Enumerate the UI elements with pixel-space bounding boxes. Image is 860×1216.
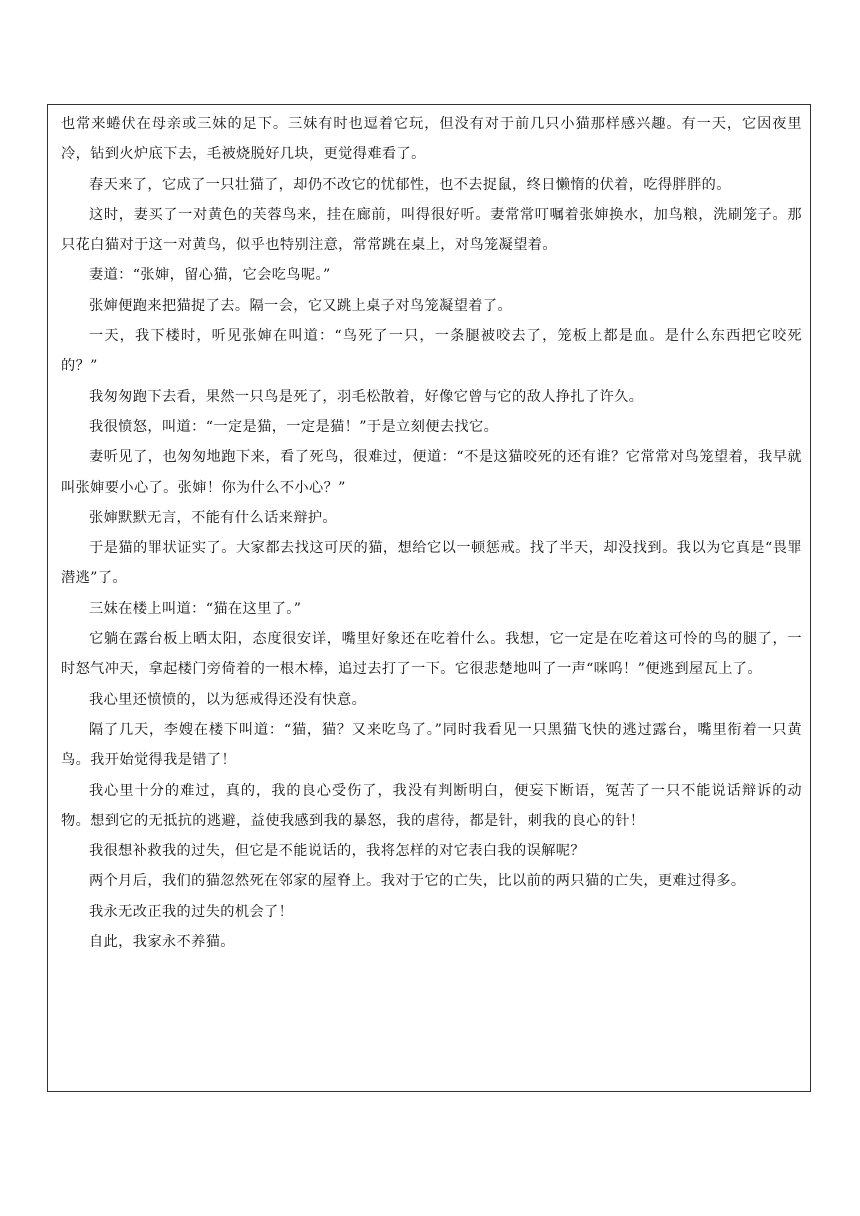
paragraph-6: 一天，我下楼时，听见张婶在叫道：“鸟死了一只，一条腿被咬去了，笼板上都是血。是什么东西把它咬死的？”: [61, 328, 802, 375]
paragraph-2: 春天来了，它成了一只壮猫了，却仍不改它的忧郁性，也不去捉鼠，终日懒惰的伏着，吃得胖胖的。: [89, 176, 731, 193]
paragraph-16: 我心里十分的难过，真的，我的良心受伤了，我没有判断明白，便妄下断语，冤苦了一只不能说话辩诉的动物。想到它的无抵抗的逃避，益使我感到我的暴怒，我的虐待，都是针，刺我的良心的针！: [61, 782, 802, 829]
paragraph-11: 于是猫的罪状证实了。大家都去找这可厌的猫，想给它以一顿惩戒。找了半天，却没找到。我以为它真是“畏罪潜逃”了。: [61, 540, 802, 587]
paragraph-13: 它躺在露台板上晒太阳，态度很安详，嘴里好象还在吃着什么。我想，它一定是在吃着这可怜的鸟的腿了，一时怒气冲天，拿起楼门旁倚着的一根木棒，追过去打了一下。它很悲楚地叫了一声“咪呜！”便逃到屋瓦上了。: [61, 631, 802, 678]
paragraph-4: 妻道：“张婶，留心猫，它会吃鸟呢。”: [89, 267, 331, 284]
paragraph-19: 我永无改正我的过失的机会了！: [89, 903, 294, 920]
paragraph-9: 妻听见了，也匆匆地跑下来，看了死鸟，很难过，便道：“不是这猫咬死的还有谁？它常常对鸟笼望着，我早就叫张婶要小心了。张婶！你为什么不小心？”: [61, 449, 802, 496]
paragraph-8: 我很愤怒，叫道：“一定是猫，一定是猫！”于是立刻便去找它。: [89, 418, 499, 435]
paragraph-5: 张婶便跑来把猫捉了去。隔一会，它又跳上桌子对鸟笼凝望着了。: [89, 297, 513, 314]
paragraph-20: 自此，我家永不养猫。: [89, 934, 235, 951]
paragraph-18: 两个月后，我们的猫忽然死在邻家的屋脊上。我对于它的亡失，比以前的两只猫的亡失，更难过得多。: [89, 873, 746, 890]
paragraph-15: 隔了几天，李嫂在楼下叫道：“猫，猫？又来吃鸟了。”同时我看见一只黑猫飞快的逃过露台，嘴里衔着一只黄鸟。我开始觉得我是错了！: [61, 721, 802, 769]
paragraph-14: 我心里还愤愤的，以为惩戒得还没有快意。: [89, 691, 367, 708]
document-text-box: [47, 104, 811, 1092]
paragraph-3: 这时，妻买了一对黄色的芙蓉鸟来，挂在廊前，叫得很好听。妻常常叮嘱着张婶换水，加鸟粮，洗刷笼子。那只花白猫对于这一对黄鸟，似乎也特别注意，常常跳在桌上，对鸟笼凝望着。: [61, 206, 802, 254]
paragraph-17: 我很想补救我的过失，但它是不能说话的，我将怎样的对它表白我的误解呢？: [89, 843, 585, 860]
paragraph-12: 三妹在楼上叫道：“猫在这里了。”: [89, 600, 302, 617]
paragraph-7: 我匆匆跑下去看，果然一只鸟是死了，羽毛松散着，好像它曾与它的敌人挣扎了许久。: [89, 388, 644, 405]
paragraph-10: 张婶默默无言，不能有什么话来辩护。: [89, 509, 337, 526]
paragraph-1: 也常来蜷伏在母亲或三妹的足下。三妹有时也逗着它玩，但没有对于前几只小猫那样感兴趣。有一天，它因夜里冷，钻到火炉底下去，毛被烧脱好几块，更觉得难看了。: [61, 116, 802, 163]
